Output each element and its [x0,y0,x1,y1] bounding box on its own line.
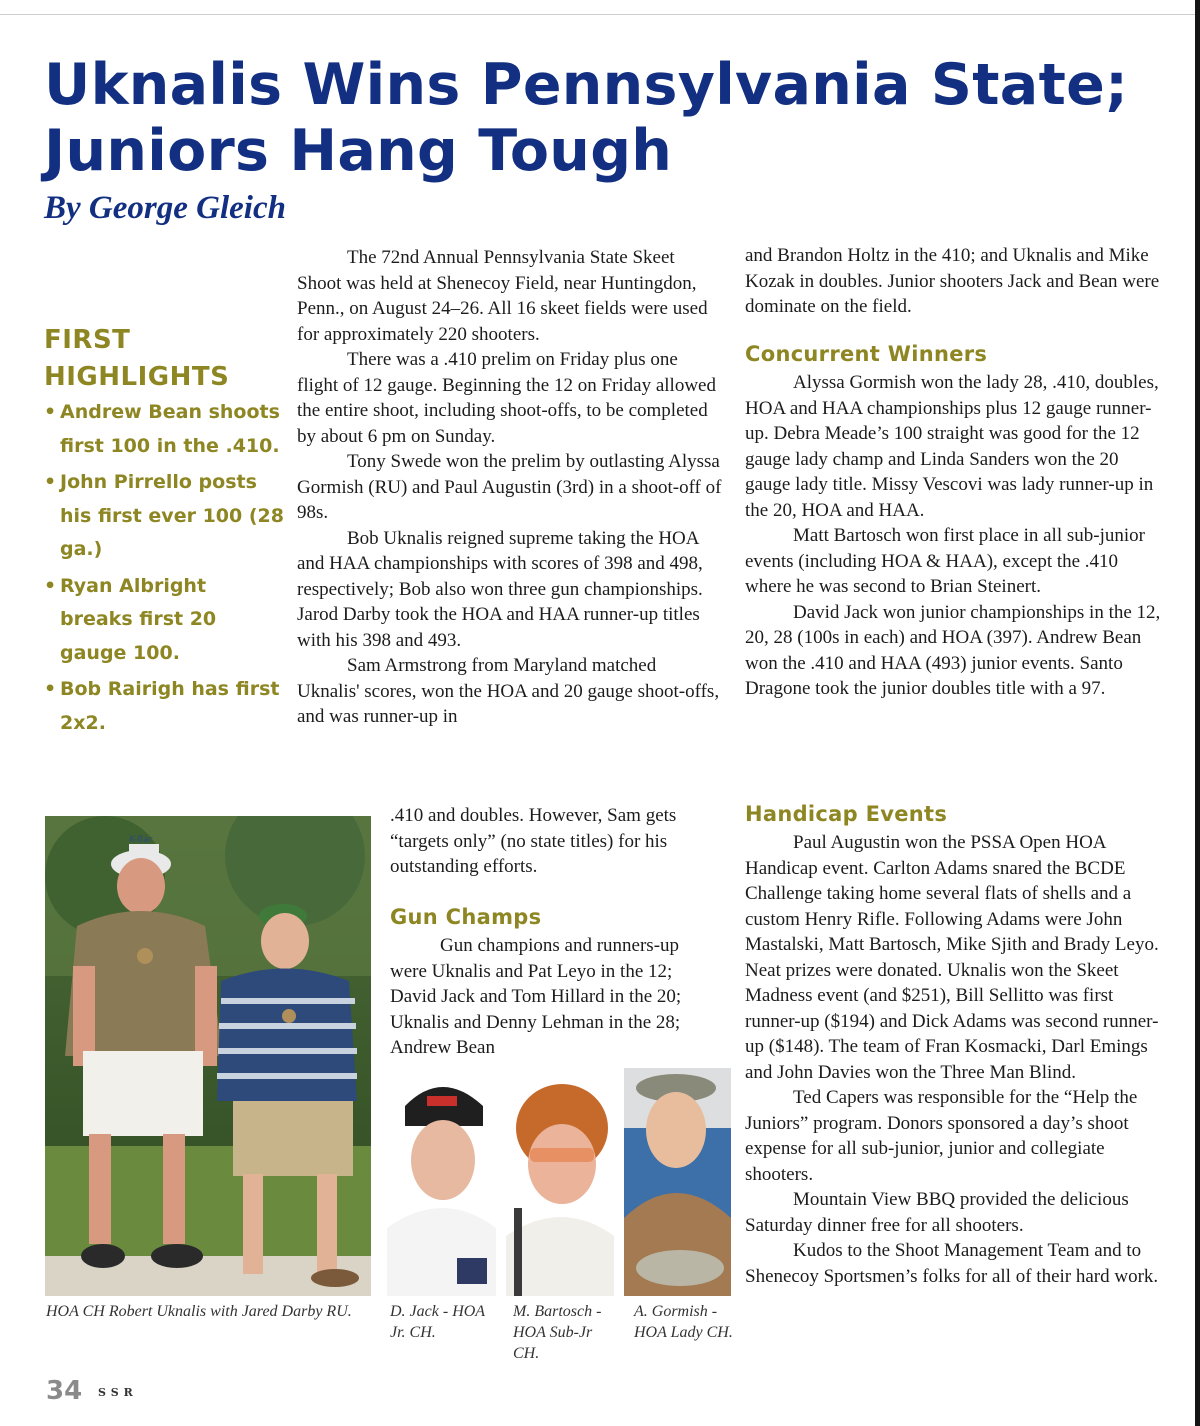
article-column-2-continued [390,803,720,880]
photo-uknalis-darby [45,816,371,1296]
paragraph: There was a .410 prelim on Friday plus one flight of 12 gauge. Beginning the 12 on Friday allowed the entire shoot, including shoot-offs, to be completed by about 6 pm on Sunday. [297,349,716,447]
byline: By George Gleich [44,190,286,226]
caption-m-bartosch: M. Bartosch - HOA Sub-Jr CH. [513,1303,602,1362]
sidebar-item: • Bob Rairigh has first 2x2. [44,678,280,734]
gun-champs-text [390,933,720,1061]
paragraph: Tony Swede won the prelim by outlasting Alyssa Gormish (RU) and Paul Augustin (3rd) in a shoot-off of 98s. [297,451,722,523]
sidebar-item: • John Pirrello posts his first ever 100 (28 ga.) [44,471,284,560]
photo-m-bartosch [506,1068,614,1296]
paragraph: Gun champions and runners-up were Uknalis and Pat Leyo in the 12; David Jack and Tom Hillard in the 20; Uknalis and Denny Lehman in the 28; Andrew Bean [390,935,682,1058]
paragraph: Matt Bartosch won first place in all sub-junior events (including HOA & HAA), except the .410 where he was second to Brian Steinert. [745,525,1145,597]
page-number: 34 [46,1376,83,1406]
paragraph: Paul Augustin won the PSSA Open HOA Handicap event. Carlton Adams snared the BCDE Challenge taking home several flats of shells and a custom Henry Rifle. Following Adams were John Mastalski, Matt Bartosch, Mike Sjith and Brady Leyo. Neat prizes were donated. Uknalis won the Skeet Madness event (and $251), Bill Sellitto was first runner-up ($194) and Dick Adams was second runner-up ($148). The team of Fran Kosmacki, Darl Emings and John Davies won the Three Man Blind. [745,832,1159,1083]
sidebar-list [44,396,284,743]
paragraph: and Brandon Holtz in the 410; and Uknalis and Mike Kozak in doubles. Junior shooters Jack and Bean were dominate on the field. [745,245,1160,317]
caption-d-jack: D. Jack - HOA Jr. CH. [390,1303,485,1341]
photo-a-gormish [624,1068,731,1296]
paragraph: Mountain View BBQ provided the delicious Saturday dinner free for all shooters. [745,1189,1129,1236]
handicap-text [745,830,1163,1289]
paragraph: .410 and doubles. However, Sam gets “targets only” (no state titles) for his outstanding efforts. [390,805,677,877]
publication-name: SSR [98,1386,138,1399]
sidebar-item: • Andrew Bean shoots first 100 in the .410. [44,401,280,457]
sidebar-item: • Ryan Albright breaks first 20 gauge 100. [44,574,217,664]
subhead-concurrent-winners: Concurrent Winners [745,342,988,366]
article-column-3 [745,243,1163,320]
paragraph: Kudos to the Shoot Management Team and to Shenecoy Sportsmen’s folks for all of their hard work. [745,1240,1159,1287]
caption-main-photo: HOA CH Robert Uknalis with Jared Darby RU. [46,1303,352,1320]
subhead-gun-champs: Gun Champs [390,905,542,929]
headline: Uknalis Wins Pennsylvania State; Juniors Hang Tough [44,52,1129,184]
paragraph: Ted Capers was responsible for the “Help the Juniors” program. Donors sponsored a day’s shoot expense for all sub-junior, junior and collegiate shooters. [745,1087,1138,1185]
top-rule [0,14,1200,15]
article-column-2 [297,245,722,730]
caption-a-gormish: A. Gormish - HOA Lady CH. [634,1303,733,1341]
paragraph: David Jack won junior championships in the 12, 20, 28 (100s in each) and HOA (397). Andrew Bean won the .410 and HAA (493) junior events. Santo Dragone took the junior doubles title with a 97. [745,601,1161,699]
paragraph: Alyssa Gormish won the lady 28, .410, doubles, HOA and HAA championships plus 12 gauge runner-up. Debra Meade’s 100 straight was good for the 12 gauge lady champ and Linda Sanders won the 20 gauge lady title. Missy Vescovi was lady runner-up in the 20, HOA and HAA. [745,372,1159,521]
subhead-handicap-events: Handicap Events [745,802,948,826]
photo-d-jack [387,1068,496,1296]
paragraph: The 72nd Annual Pennsylvania State Skeet Shoot was held at Shenecoy Field, near Huntingdon, Penn., on August 24–26. All 16 skeet fields were used for approximately 220 shooters. [297,247,708,345]
paragraph: Bob Uknalis reigned supreme taking the HOA and HAA championships with scores of 398 and 498, respectively; Bob also won three gun championships. Jarod Darby took the HOA and HAA runner-up titles with his 398 and 493. [297,527,703,651]
concurrent-text [745,370,1163,702]
sidebar-title: FIRST HIGHLIGHTS [44,325,230,392]
cap-logo-text: K-Bar [129,835,153,845]
paragraph: Sam Armstrong from Maryland matched Uknalis' scores, won the HOA and 20 gauge shoot-offs, and was runner-up in [297,655,720,727]
scan-edge [1195,0,1200,1426]
